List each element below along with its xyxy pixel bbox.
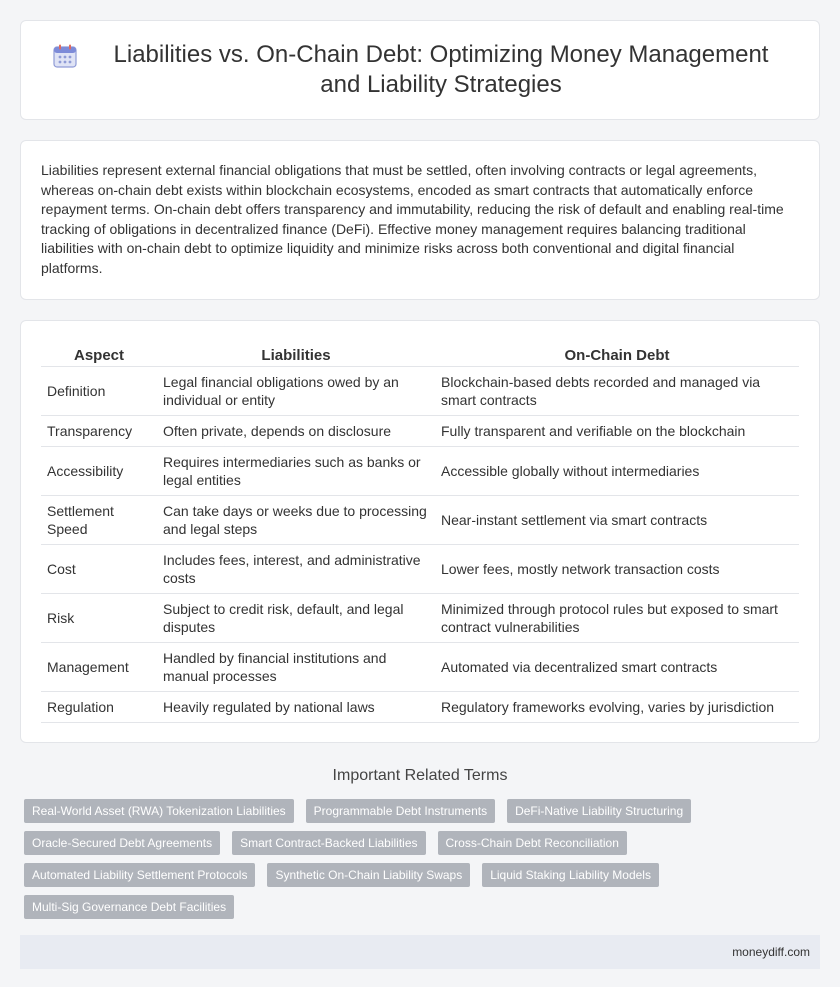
related-term-tag[interactable]: DeFi-Native Liability Structuring [507, 799, 691, 823]
cell-aspect: Accessibility [41, 446, 157, 495]
related-terms-tags [20, 799, 820, 927]
table-header-row [41, 341, 799, 366]
related-term-tag[interactable]: Real-World Asset (RWA) Tokenization Liabilities [24, 799, 294, 823]
related-terms-heading: Important Related Terms [332, 767, 508, 784]
cell-aspect: Risk [41, 593, 157, 642]
cell-liabilities: Requires intermediaries such as banks or legal entities [157, 446, 435, 495]
table-row [41, 446, 799, 495]
cell-on-chain-debt: Automated via decentralized smart contracts [435, 642, 799, 691]
intro-card [20, 140, 820, 300]
header-liabilities: Liabilities [157, 341, 435, 366]
cell-liabilities: Includes fees, interest, and administrative costs [157, 544, 435, 593]
cell-on-chain-debt: Regulatory frameworks evolving, varies by jurisdiction [435, 691, 799, 722]
related-term-tag[interactable]: Liquid Staking Liability Models [482, 863, 659, 887]
cell-liabilities: Can take days or weeks due to processing and legal steps [157, 495, 435, 544]
related-terms-section [0, 767, 840, 927]
cell-on-chain-debt: Blockchain-based debts recorded and managed via smart contracts [435, 366, 799, 415]
cell-aspect: Cost [41, 544, 157, 593]
table-row [41, 544, 799, 593]
cell-liabilities: Legal financial obligations owed by an individual or entity [157, 366, 435, 415]
header-aspect: Aspect [41, 341, 157, 366]
intro-paragraph: Liabilities represent external financial obligations that must be settled, often involving contracts or legal agreements, whereas on-chain debt exists within blockchain ecosystems, encoded as smart contracts that automatically enforce repayment terms. On-chain debt offers transparency and immutability, reducing the risk of default and enabling real-time tracking of obligations in decentralized finance (DeFi). Effective money management requires balancing traditional liabilities with on-chain debt to optimize liquidity and minimize risks across both conventional and digital financial platforms. [41, 162, 784, 276]
cell-aspect: Regulation [41, 691, 157, 722]
related-term-tag[interactable]: Programmable Debt Instruments [306, 799, 495, 823]
cell-liabilities: Subject to credit risk, default, and legal disputes [157, 593, 435, 642]
header-card [20, 20, 820, 120]
table-row [41, 415, 799, 446]
header-on-chain-debt: On-Chain Debt [435, 341, 799, 366]
related-term-tag[interactable]: Oracle-Secured Debt Agreements [24, 831, 220, 855]
cell-liabilities: Heavily regulated by national laws [157, 691, 435, 722]
cell-on-chain-debt: Fully transparent and verifiable on the blockchain [435, 415, 799, 446]
comparison-table-card [20, 320, 820, 743]
related-term-tag[interactable]: Multi-Sig Governance Debt Facilities [24, 895, 234, 919]
cell-liabilities: Handled by financial institutions and manual processes [157, 642, 435, 691]
table-row [41, 691, 799, 722]
related-term-tag[interactable]: Synthetic On-Chain Liability Swaps [267, 863, 470, 887]
cell-aspect: Management [41, 642, 157, 691]
cell-on-chain-debt: Minimized through protocol rules but exposed to smart contract vulnerabilities [435, 593, 799, 642]
comparison-table [41, 341, 799, 723]
table-row [41, 593, 799, 642]
cell-liabilities: Often private, depends on disclosure [157, 415, 435, 446]
calendar-icon [51, 42, 79, 70]
cell-aspect: Transparency [41, 415, 157, 446]
page-title: Liabilities vs. On-Chain Debt: Optimizing Money Management and Liability Strategies [113, 41, 769, 98]
cell-aspect: Definition [41, 366, 157, 415]
cell-on-chain-debt: Near-instant settlement via smart contracts [435, 495, 799, 544]
footer [20, 935, 820, 969]
table-row [41, 495, 799, 544]
related-term-tag[interactable]: Smart Contract-Backed Liabilities [232, 831, 425, 855]
cell-on-chain-debt: Lower fees, mostly network transaction costs [435, 544, 799, 593]
table-row [41, 366, 799, 415]
footer-site-link[interactable]: moneydiff.com [732, 945, 810, 959]
cell-on-chain-debt: Accessible globally without intermediaries [435, 446, 799, 495]
related-term-tag[interactable]: Cross-Chain Debt Reconciliation [438, 831, 627, 855]
table-row [41, 642, 799, 691]
cell-aspect: Settlement Speed [41, 495, 157, 544]
related-term-tag[interactable]: Automated Liability Settlement Protocols [24, 863, 255, 887]
